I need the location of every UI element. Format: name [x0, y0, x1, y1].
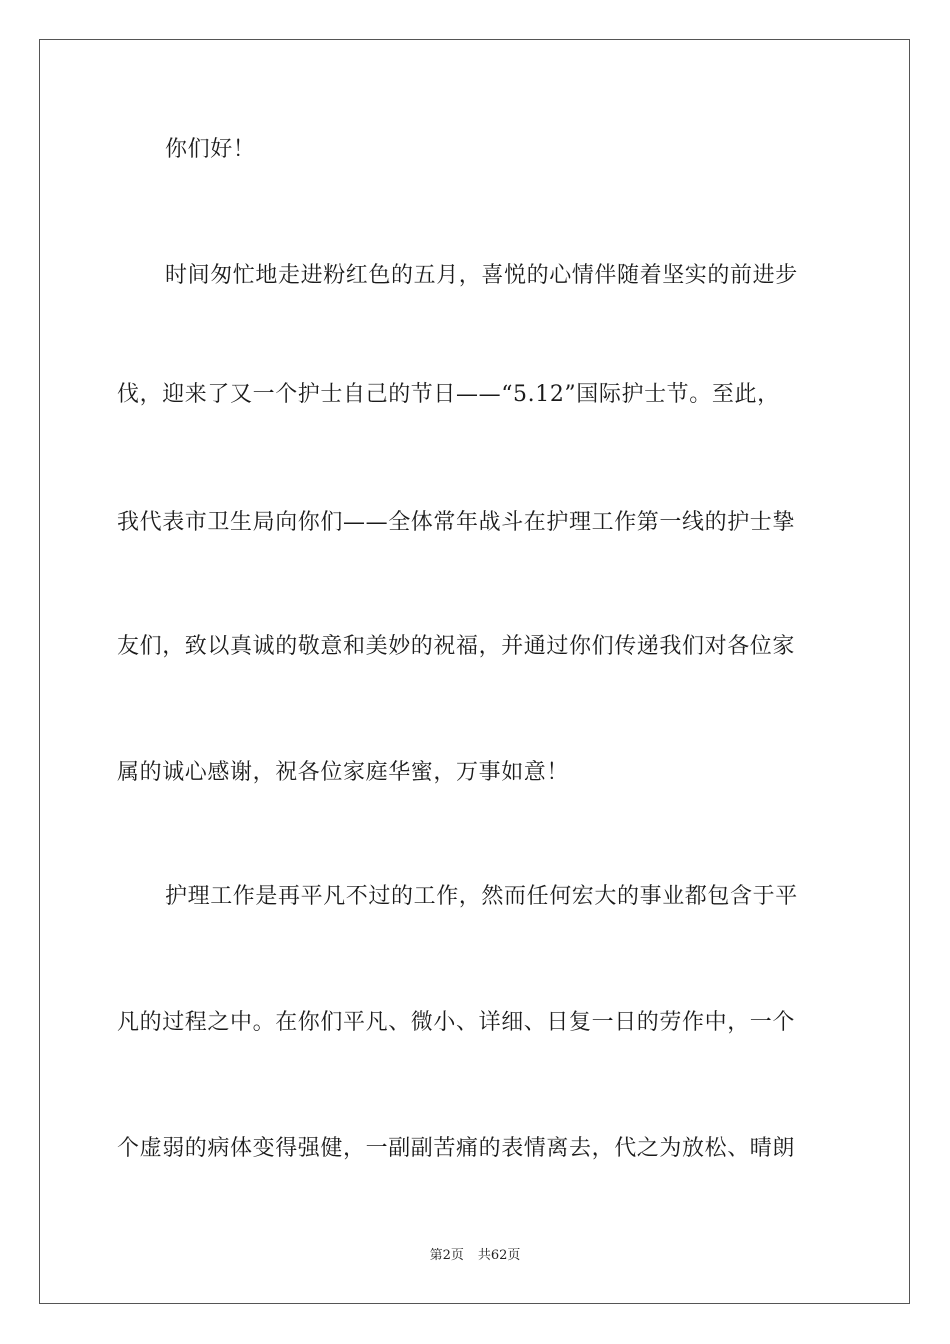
paragraph-2-line-1: 护理工作是再平凡不过的工作，然而任何宏大的事业都包含于平: [165, 884, 798, 909]
page-number: 第2页: [429, 1248, 464, 1263]
page-total: 共62页: [477, 1248, 521, 1263]
greeting-line: 你们好！: [165, 137, 256, 162]
paragraph-1-line-5: 属的诚心感谢，祝各位家庭华蜜，万事如意！: [117, 760, 570, 785]
paragraph-1-line-4: 友们，致以真诚的敬意和美妙的祝福，并通过你们传递我们对各位家: [117, 634, 796, 659]
paragraph-2-line-2: 凡的过程之中。在你们平凡、微小、详细、日复一日的劳作中，一个: [117, 1010, 796, 1035]
page-frame: [39, 39, 910, 1304]
page-footer: [0, 1247, 950, 1265]
paragraph-1-line-2: 伐，迎来了又一个护士自己的节日——“5.12”国际护士节。至此，: [117, 382, 780, 407]
paragraph-1-line-1: 时间匆忙地走进粉红色的五月，喜悦的心情伴随着坚实的前进步: [165, 263, 798, 288]
paragraph-1-line-3: 我代表市卫生局向你们——全体常年战斗在护理工作第一线的护士挚: [117, 510, 796, 535]
paragraph-2-line-3: 个虚弱的病体变得强健，一副副苦痛的表情离去，代之为放松、晴朗: [117, 1136, 796, 1161]
